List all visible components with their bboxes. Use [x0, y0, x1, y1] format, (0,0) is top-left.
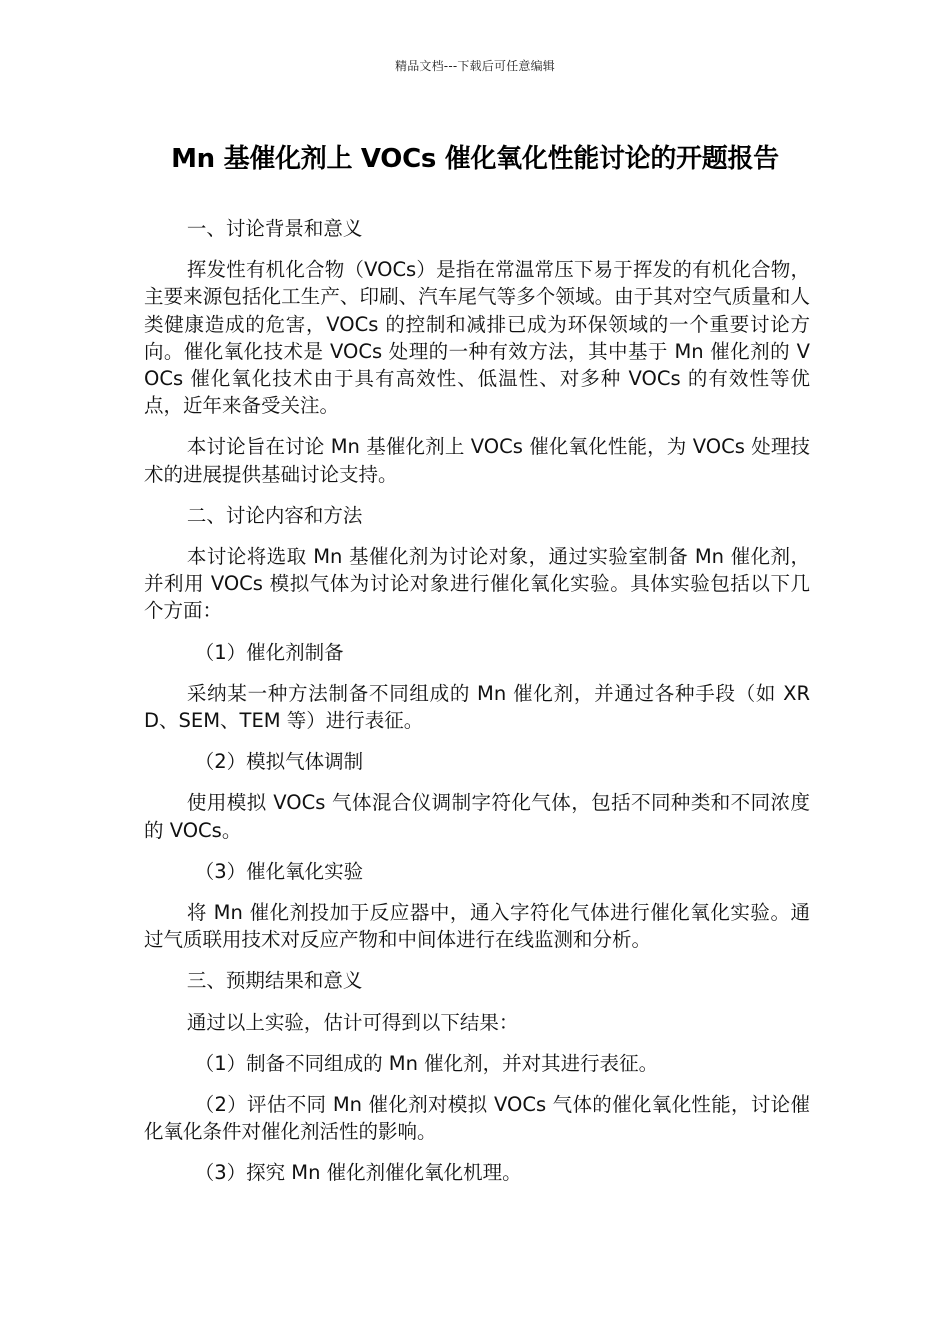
- subheading-oxidation-experiment: （3）催化氧化实验: [194, 859, 364, 883]
- paragraph-catalyst-preparation: 采纳某一种方法制备不同组成的 Mn 催化剂，并通过各种手段（如 XRD、SEM、TEM 等）进行表征。: [144, 681, 810, 733]
- document-title: Mn 基催化剂上 VOCs 催化氧化性能讨论的开题报告: [171, 144, 779, 174]
- subheading-catalyst-preparation: （1）催化剂制备: [194, 640, 344, 664]
- header-note: 精品文档---下载后可任意编辑: [395, 59, 555, 73]
- paragraph-vocs-intro: 挥发性有机化合物（VOCs）是指在常温常压下易于挥发的有机化合物，主要来源包括化工生产、印刷、汽车尾气等多个领域。由于其对空气质量和人类健康造成的危害，VOCs 的控制和减排已成为环保领域的一个重要讨论方向。催化氧化技术是 VOCs 处理的一种有效方法，其中基于 Mn 催化剂的 VOCs 催化氧化技术由于具有高效性、低温性、对多种 VOCs 的有效性等优点，近年来备受关注。: [144, 258, 810, 418]
- result-item-3: （3）探究 Mn 催化剂催化氧化机理。: [194, 1161, 522, 1185]
- section-heading-background: 一、讨论背景和意义: [186, 217, 363, 240]
- paragraph-gas-modulation: 使用模拟 VOCs 气体混合仪调制字符化气体，包括不同种类和不同浓度的 VOCs。: [144, 791, 810, 842]
- result-item-1: （1）制备不同组成的 Mn 催化剂，并对其进行表征。: [194, 1051, 659, 1075]
- document-body: [144, 215, 810, 1201]
- paragraph-purpose: 本讨论旨在讨论 Mn 基催化剂上 VOCs 催化氧化性能，为 VOCs 处理技术的进展提供基础讨论支持。: [144, 435, 810, 486]
- section-heading-methods: 二、讨论内容和方法: [186, 503, 363, 527]
- subheading-gas-modulation: （2）模拟气体调制: [194, 750, 364, 774]
- section-heading-expected-results: 三、预期结果和意义: [186, 969, 363, 993]
- paragraph-oxidation-experiment: 将 Mn 催化剂投加于反应器中，通入字符化气体进行催化氧化实验。通过气质联用技术对反应产物和中间体进行在线监测和分析。: [144, 901, 810, 952]
- paragraph-methods-intro: 本讨论将选取 Mn 基催化剂为讨论对象，通过实验室制备 Mn 催化剂，并利用 VOCs 模拟气体为讨论对象进行催化氧化实验。具体实验包括以下几个方面：: [144, 545, 810, 623]
- paragraph-results-intro: 通过以上实验，估计可得到以下结果：: [186, 1010, 519, 1034]
- result-item-2: （2）评估不同 Mn 催化剂对模拟 VOCs 气体的催化氧化性能，讨论催化氧化条件对催化剂活性的影响。: [144, 1093, 810, 1144]
